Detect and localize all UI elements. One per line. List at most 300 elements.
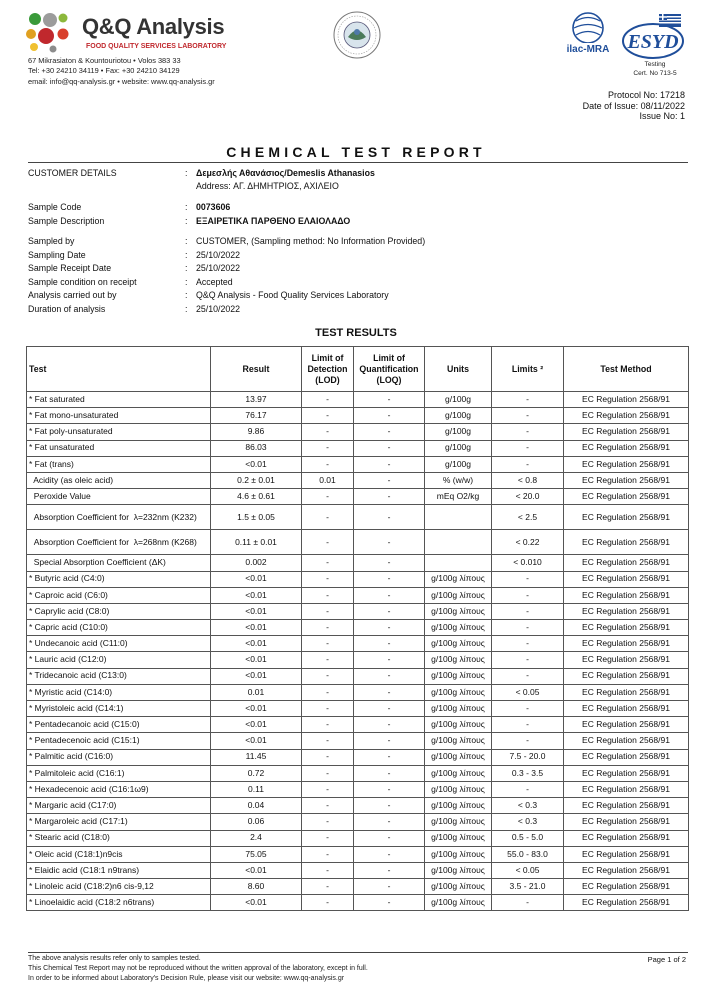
test-name: * Fat (trans)	[27, 456, 211, 472]
loq-value: -	[354, 392, 425, 408]
result-value: 8.60	[211, 879, 302, 895]
limits-value: < 0.010	[492, 555, 564, 571]
limits-value: -	[492, 424, 564, 440]
method-value: EC Regulation 2568/91	[564, 489, 689, 505]
method-value: EC Regulation 2568/91	[564, 620, 689, 636]
lod-value: -	[302, 765, 354, 781]
certificate-number: Cert. No 713-5	[633, 70, 677, 77]
limits-value: -	[492, 571, 564, 587]
method-value: EC Regulation 2568/91	[564, 472, 689, 488]
lod-value: -	[302, 408, 354, 424]
detail-value: 25/10/2022	[196, 304, 241, 314]
loq-value: -	[354, 555, 425, 571]
detail-value: ΕΞΑΙΡΕΤΙΚΑ ΠΑΡΘΕΝΟ ΕΛΑΙΟΛΑΔΟ	[196, 216, 351, 226]
lod-value: 0.01	[302, 472, 354, 488]
detail-value: Accepted	[196, 277, 233, 287]
loq-value: -	[354, 879, 425, 895]
test-name: * Linoelaidic acid (C18:2 n6trans)	[27, 895, 211, 911]
test-name: * Fat saturated	[27, 392, 211, 408]
test-results-table	[26, 346, 689, 911]
esyd-logo-icon	[622, 14, 688, 60]
result-value: 0.002	[211, 555, 302, 571]
limits-value: -	[492, 440, 564, 456]
lod-value: -	[302, 814, 354, 830]
table-row	[27, 798, 689, 814]
table-row	[27, 814, 689, 830]
limits-value: 0.3 - 3.5	[492, 765, 564, 781]
result-value: 11.45	[211, 749, 302, 765]
detail-colon: :	[185, 250, 188, 260]
method-value: EC Regulation 2568/91	[564, 440, 689, 456]
limits-value: -	[492, 701, 564, 717]
units-value: g/100g	[425, 456, 492, 472]
table-row	[27, 830, 689, 846]
units-value: g/100g	[425, 440, 492, 456]
footer-line-2: This Chemical Test Report may not be reproduced without the written approval of the laboratory, except in full.	[28, 965, 368, 972]
loq-value: -	[354, 830, 425, 846]
test-name: * Undecanoic acid (C11:0)	[27, 636, 211, 652]
method-value: EC Regulation 2568/91	[564, 668, 689, 684]
loq-value: -	[354, 749, 425, 765]
loq-value: -	[354, 587, 425, 603]
lod-value: -	[302, 879, 354, 895]
lod-value: -	[302, 749, 354, 765]
test-name: Special Absorption Coefficient (ΔK)	[27, 555, 211, 571]
lod-value: -	[302, 636, 354, 652]
method-value: EC Regulation 2568/91	[564, 571, 689, 587]
lod-value: -	[302, 895, 354, 911]
test-name: Absorption Coefficient for λ=268nm (K268)	[27, 530, 211, 555]
loq-value: -	[354, 798, 425, 814]
accreditation-type: Testing	[644, 61, 666, 68]
units-value: g/100g λίπους	[425, 733, 492, 749]
test-name: * Tridecanoic acid (C13:0)	[27, 668, 211, 684]
detail-label: Analysis carried out by	[28, 290, 117, 300]
test-name: * Caprylic acid (C8:0)	[27, 603, 211, 619]
footer-line-1: The above analysis results refer only to samples tested.	[28, 955, 201, 962]
loq-value: -	[354, 636, 425, 652]
lod-value: -	[302, 571, 354, 587]
limits-value: 0.5 - 5.0	[492, 830, 564, 846]
table-row	[27, 717, 689, 733]
table-row	[27, 472, 689, 488]
method-value: EC Regulation 2568/91	[564, 814, 689, 830]
loq-value: -	[354, 684, 425, 700]
table-row	[27, 749, 689, 765]
lod-value: -	[302, 668, 354, 684]
units-value: g/100g λίπους	[425, 781, 492, 797]
result-value: <0.01	[211, 636, 302, 652]
loq-value: -	[354, 456, 425, 472]
limits-value: -	[492, 652, 564, 668]
units-value: g/100g λίπους	[425, 684, 492, 700]
header-units: Units	[425, 347, 492, 392]
lod-value: -	[302, 652, 354, 668]
result-value: <0.01	[211, 620, 302, 636]
result-value: 2.4	[211, 830, 302, 846]
limits-value: < 0.05	[492, 862, 564, 878]
lod-value: -	[302, 505, 354, 530]
result-value: 86.03	[211, 440, 302, 456]
result-value: <0.01	[211, 652, 302, 668]
page-number: Page 1 of 2	[647, 955, 686, 964]
test-name: * Margaric acid (C17:0)	[27, 798, 211, 814]
limits-value: -	[492, 733, 564, 749]
result-value: <0.01	[211, 668, 302, 684]
table-row	[27, 733, 689, 749]
method-value: EC Regulation 2568/91	[564, 603, 689, 619]
detail-value: Address: ΑΓ. ΔΗΜΗΤΡΙΟΣ, ΑΧΙΛΕΙΟ	[196, 181, 339, 191]
units-value: g/100g λίπους	[425, 879, 492, 895]
table-row	[27, 652, 689, 668]
result-value: <0.01	[211, 862, 302, 878]
method-value: EC Regulation 2568/91	[564, 392, 689, 408]
units-value: g/100g	[425, 392, 492, 408]
lod-value: -	[302, 555, 354, 571]
loq-value: -	[354, 765, 425, 781]
detail-value: 25/10/2022	[196, 263, 241, 273]
units-value	[425, 555, 492, 571]
protocol-block	[583, 90, 685, 122]
result-value: 0.06	[211, 814, 302, 830]
table-row	[27, 456, 689, 472]
result-value: 75.05	[211, 846, 302, 862]
report-title: CHEMICAL TEST REPORT	[226, 144, 486, 160]
units-value: g/100g λίπους	[425, 895, 492, 911]
loq-value: -	[354, 440, 425, 456]
footer-divider	[28, 952, 688, 953]
units-value	[425, 530, 492, 555]
loq-value: -	[354, 814, 425, 830]
detail-value: Q&Q Analysis - Food Quality Services Laboratory	[196, 290, 389, 300]
test-name: * Pentadecanoic acid (C15:0)	[27, 717, 211, 733]
lod-value: -	[302, 489, 354, 505]
loq-value: -	[354, 489, 425, 505]
limits-value: -	[492, 895, 564, 911]
limits-value: < 0.05	[492, 684, 564, 700]
test-name: * Palmitic acid (C16:0)	[27, 749, 211, 765]
limits-value: 3.5 - 21.0	[492, 879, 564, 895]
limits-value: < 0.3	[492, 798, 564, 814]
lod-value: -	[302, 798, 354, 814]
method-value: EC Regulation 2568/91	[564, 555, 689, 571]
test-name: * Stearic acid (C18:0)	[27, 830, 211, 846]
detail-label: Duration of analysis	[28, 304, 106, 314]
result-value: 0.04	[211, 798, 302, 814]
result-value: 0.72	[211, 765, 302, 781]
header-limits: Limits ²	[492, 347, 564, 392]
units-value: g/100g λίπους	[425, 620, 492, 636]
test-name: * Fat mono-unsaturated	[27, 408, 211, 424]
table-row	[27, 603, 689, 619]
table-row	[27, 636, 689, 652]
method-value: EC Regulation 2568/91	[564, 505, 689, 530]
result-value: 0.01	[211, 684, 302, 700]
lod-value: -	[302, 456, 354, 472]
test-name: * Caproic acid (C6:0)	[27, 587, 211, 603]
detail-colon: :	[185, 216, 188, 226]
units-value: g/100g λίπους	[425, 701, 492, 717]
result-value: 4.6 ± 0.61	[211, 489, 302, 505]
detail-colon: :	[185, 263, 188, 273]
table-row	[27, 620, 689, 636]
detail-value: Δεμεσλής Αθανάσιος/Demeslis Athanasios	[196, 168, 375, 178]
method-value: EC Regulation 2568/91	[564, 879, 689, 895]
units-value: mEq O2/kg	[425, 489, 492, 505]
limits-value: -	[492, 620, 564, 636]
result-value: 0.11	[211, 781, 302, 797]
method-value: EC Regulation 2568/91	[564, 424, 689, 440]
units-value: g/100g λίπους	[425, 587, 492, 603]
limits-value: -	[492, 636, 564, 652]
test-name: * Linoleic acid (C18:2)n6 cis-9,12	[27, 879, 211, 895]
limits-value: -	[492, 603, 564, 619]
table-row	[27, 489, 689, 505]
test-name: Acidity (as oleic acid)	[27, 472, 211, 488]
table-row	[27, 424, 689, 440]
loq-value: -	[354, 530, 425, 555]
lod-value: -	[302, 587, 354, 603]
units-value: % (w/w)	[425, 472, 492, 488]
detail-colon: :	[185, 290, 188, 300]
result-value: <0.01	[211, 701, 302, 717]
certification-seal-icon	[332, 10, 382, 60]
limits-value: < 0.22	[492, 530, 564, 555]
table-row	[27, 555, 689, 571]
loq-value: -	[354, 701, 425, 717]
test-name: * Pentadecenoic acid (C15:1)	[27, 733, 211, 749]
table-row	[27, 530, 689, 555]
limits-value: -	[492, 408, 564, 424]
detail-value: 25/10/2022	[196, 250, 241, 260]
test-name: Absorption Coefficient for λ=232nm (K232)	[27, 505, 211, 530]
lod-value: -	[302, 603, 354, 619]
detail-label: Sample condition on receipt	[28, 277, 137, 287]
loq-value: -	[354, 781, 425, 797]
table-row	[27, 505, 689, 530]
header-lod: Limit of Detection (LOD)	[302, 347, 354, 392]
ilac-logo-text: ilac-MRA	[566, 44, 610, 55]
method-value: EC Regulation 2568/91	[564, 408, 689, 424]
lod-value: -	[302, 781, 354, 797]
units-value: g/100g	[425, 408, 492, 424]
method-value: EC Regulation 2568/91	[564, 781, 689, 797]
detail-label: Sample Code	[28, 202, 82, 212]
test-name: * Margaroleic acid (C17:1)	[27, 814, 211, 830]
units-value: g/100g λίπους	[425, 717, 492, 733]
table-row	[27, 701, 689, 717]
header-test-method: Test Method	[564, 347, 689, 392]
method-value: EC Regulation 2568/91	[564, 846, 689, 862]
limits-value: -	[492, 587, 564, 603]
lod-value: -	[302, 717, 354, 733]
table-row	[27, 392, 689, 408]
detail-colon: :	[185, 236, 188, 246]
test-name: * Capric acid (C10:0)	[27, 620, 211, 636]
lod-value: -	[302, 701, 354, 717]
method-value: EC Regulation 2568/91	[564, 717, 689, 733]
units-value: g/100g λίπους	[425, 652, 492, 668]
lab-email: email: info@qq-analysis.gr • website: www.qq-analysis.gr	[28, 77, 215, 86]
lab-name: Q&Q Analysis	[82, 14, 225, 39]
loq-value: -	[354, 717, 425, 733]
loq-value: -	[354, 505, 425, 530]
test-name: * Lauric acid (C12:0)	[27, 652, 211, 668]
detail-colon: :	[185, 202, 188, 212]
table-row	[27, 846, 689, 862]
title-divider	[28, 162, 688, 163]
lod-value: -	[302, 733, 354, 749]
limits-value: 55.0 - 83.0	[492, 846, 564, 862]
units-value	[425, 505, 492, 530]
lod-value: -	[302, 684, 354, 700]
units-value: g/100g λίπους	[425, 846, 492, 862]
test-name: * Myristoleic acid (C14:1)	[27, 701, 211, 717]
limits-value: < 2.5	[492, 505, 564, 530]
lod-value: -	[302, 424, 354, 440]
units-value: g/100g λίπους	[425, 749, 492, 765]
lod-value: -	[302, 846, 354, 862]
test-name: * Hexadecenoic acid (C16:1ω9)	[27, 781, 211, 797]
loq-value: -	[354, 862, 425, 878]
test-results-title: TEST RESULTS	[315, 327, 397, 339]
result-value: <0.01	[211, 456, 302, 472]
detail-label: Sample Description	[28, 216, 105, 226]
loq-value: -	[354, 733, 425, 749]
table-row	[27, 571, 689, 587]
method-value: EC Regulation 2568/91	[564, 587, 689, 603]
limits-value: -	[492, 456, 564, 472]
loq-value: -	[354, 652, 425, 668]
units-value: g/100g λίπους	[425, 862, 492, 878]
limits-value: < 0.3	[492, 814, 564, 830]
result-value: <0.01	[211, 717, 302, 733]
table-row	[27, 781, 689, 797]
limits-value: -	[492, 668, 564, 684]
method-value: EC Regulation 2568/91	[564, 830, 689, 846]
units-value: g/100g λίπους	[425, 571, 492, 587]
detail-value: CUSTOMER, (Sampling method: No Information Provided)	[196, 236, 426, 246]
detail-label: Sample Receipt Date	[28, 263, 112, 273]
table-row	[27, 862, 689, 878]
result-value: 76.17	[211, 408, 302, 424]
loq-value: -	[354, 668, 425, 684]
loq-value: -	[354, 424, 425, 440]
result-value: 0.11 ± 0.01	[211, 530, 302, 555]
limits-value: -	[492, 392, 564, 408]
test-name: * Butyric acid (C4:0)	[27, 571, 211, 587]
result-value: <0.01	[211, 895, 302, 911]
result-value: <0.01	[211, 603, 302, 619]
lod-value: -	[302, 830, 354, 846]
method-value: EC Regulation 2568/91	[564, 895, 689, 911]
test-name: * Oleic acid (C18:1)n9cis	[27, 846, 211, 862]
detail-label: Sampling Date	[28, 250, 86, 260]
accreditation-block	[625, 60, 685, 78]
method-value: EC Regulation 2568/91	[564, 684, 689, 700]
limits-value: < 0.8	[492, 472, 564, 488]
table-row	[27, 765, 689, 781]
result-value: <0.01	[211, 733, 302, 749]
units-value: g/100g λίπους	[425, 830, 492, 846]
test-name: * Palmitoleic acid (C16:1)	[27, 765, 211, 781]
detail-label: CUSTOMER DETAILS	[28, 168, 117, 178]
loq-value: -	[354, 571, 425, 587]
result-value: <0.01	[211, 587, 302, 603]
method-value: EC Regulation 2568/91	[564, 862, 689, 878]
footer-line-3: In order to be informed about Laboratory's Decision Rule, please visit our website: www.qq-analysis.gr	[28, 975, 345, 982]
lod-value: -	[302, 620, 354, 636]
test-name: * Elaidic acid (C18:1 n9trans)	[27, 862, 211, 878]
table-row	[27, 895, 689, 911]
detail-colon: :	[185, 277, 188, 287]
result-value: 9.86	[211, 424, 302, 440]
loq-value: -	[354, 603, 425, 619]
lod-value: -	[302, 530, 354, 555]
table-row	[27, 440, 689, 456]
limits-value: -	[492, 717, 564, 733]
units-value: g/100g λίπους	[425, 765, 492, 781]
result-value: <0.01	[211, 571, 302, 587]
test-name: * Fat poly-unsaturated	[27, 424, 211, 440]
loq-value: -	[354, 472, 425, 488]
detail-value: 0073606	[196, 202, 231, 212]
qq-logo-icon	[22, 10, 80, 54]
test-name: * Fat unsaturated	[27, 440, 211, 456]
limits-value: -	[492, 781, 564, 797]
method-value: EC Regulation 2568/91	[564, 530, 689, 555]
detail-colon: :	[185, 304, 188, 314]
result-value: 13.97	[211, 392, 302, 408]
units-value: g/100g λίπους	[425, 798, 492, 814]
lab-phone: Tel: +30 24210 34119 • Fax: +30 24210 34129	[28, 66, 180, 75]
method-value: EC Regulation 2568/91	[564, 456, 689, 472]
detail-label: Sampled by	[28, 236, 75, 246]
result-value: 1.5 ± 0.05	[211, 505, 302, 530]
table-row	[27, 879, 689, 895]
ilac-mra-logo-icon	[560, 11, 616, 61]
method-value: EC Regulation 2568/91	[564, 701, 689, 717]
method-value: EC Regulation 2568/91	[564, 636, 689, 652]
header-loq: Limit of Quantification (LOQ)	[354, 347, 425, 392]
loq-value: -	[354, 895, 425, 911]
test-name: * Myristic acid (C14:0)	[27, 684, 211, 700]
table-row	[27, 408, 689, 424]
detail-colon: :	[185, 168, 188, 178]
table-row	[27, 684, 689, 700]
lod-value: -	[302, 440, 354, 456]
method-value: EC Regulation 2568/91	[564, 765, 689, 781]
method-value: EC Regulation 2568/91	[564, 798, 689, 814]
method-value: EC Regulation 2568/91	[564, 652, 689, 668]
header-test: Test	[27, 347, 211, 392]
table-header-row	[27, 347, 689, 392]
lod-value: -	[302, 862, 354, 878]
test-name: Peroxide Value	[27, 489, 211, 505]
loq-value: -	[354, 846, 425, 862]
loq-value: -	[354, 408, 425, 424]
limits-value: 7.5 - 20.0	[492, 749, 564, 765]
units-value: g/100g	[425, 424, 492, 440]
lod-value: -	[302, 392, 354, 408]
loq-value: -	[354, 620, 425, 636]
method-value: EC Regulation 2568/91	[564, 749, 689, 765]
issue-number: Issue No: 1	[639, 111, 685, 121]
result-value: 0.2 ± 0.01	[211, 472, 302, 488]
units-value: g/100g λίπους	[425, 603, 492, 619]
protocol-number: Protocol No: 17218	[607, 90, 685, 100]
issue-date: Date of Issue: 08/11/2022	[582, 100, 685, 111]
